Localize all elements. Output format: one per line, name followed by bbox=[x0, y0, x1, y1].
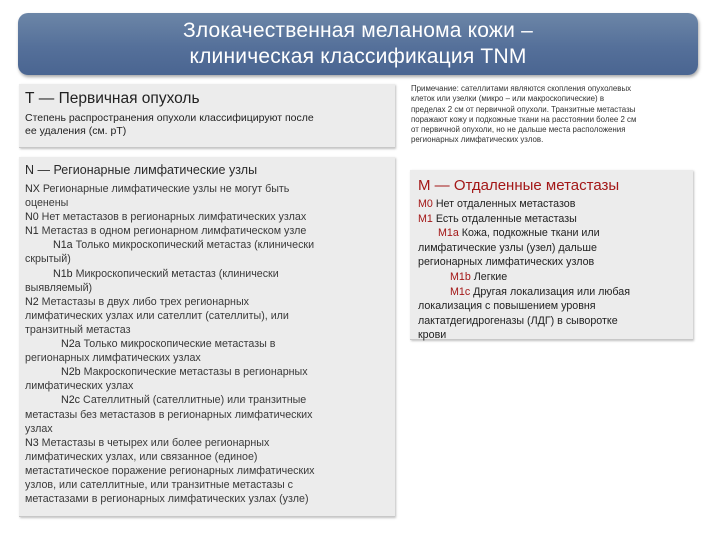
t-section-box bbox=[19, 84, 395, 148]
m-section-heading: М — Отдаленные метастазы bbox=[418, 177, 620, 194]
note-line: пределах 2 см от первичной опухоли. Транзитные метастазы bbox=[411, 104, 636, 114]
n-line: N3 Метастазы в четырех или более регионарных bbox=[25, 436, 270, 449]
n-line: N1b Микроскопический метастаз (клинически bbox=[53, 267, 279, 280]
t-section-text-line-2: ее удаления (см. рТ) bbox=[25, 124, 127, 137]
n-line: метастатическое поражение регионарных лимфатических bbox=[25, 464, 315, 477]
n-section-list bbox=[25, 182, 389, 506]
n-line: метастазы без метастазов в регионарных лимфатических bbox=[25, 408, 313, 421]
note-line: регионарных лимфатических узлов. bbox=[411, 135, 544, 145]
n-line: лимфатических узлах bbox=[25, 380, 134, 393]
n-line: лимфатических узлах или сателлит (сателлиты), или bbox=[25, 309, 289, 322]
n-section-heading: N — Регионарные лимфатические узлы bbox=[25, 163, 258, 177]
n-line: скрытый) bbox=[25, 253, 71, 266]
n-line: N1a Только микроскопический метастаз (клинически bbox=[53, 239, 315, 252]
n-line: N2a Только микроскопические метастазы в bbox=[61, 338, 276, 351]
slide-title-line-2: клиническая классификация TNM bbox=[189, 45, 527, 68]
n-line: N0 Нет метастазов в регионарных лимфатических узлах bbox=[25, 211, 307, 224]
m-line: лимфатические узлы (узел) дальше bbox=[418, 241, 597, 254]
n-line: лимфатических узлах, или связанное (единое) bbox=[25, 450, 258, 463]
note-line: от первичной опухоли, но не дальше места расположения bbox=[411, 125, 626, 135]
m-line: M1 Есть отдаленные метастазы bbox=[418, 212, 577, 225]
m-section-list bbox=[418, 197, 685, 343]
t-section-heading: Т — Первичная опухоль bbox=[25, 90, 200, 107]
n-line: N2b Макроскопические метастазы в регионарных bbox=[61, 366, 308, 379]
n-line: узлов, или сателлитные, или транзитные метастазы с bbox=[25, 478, 293, 491]
m-line: M1a Кожа, подкожные ткани или bbox=[438, 227, 600, 240]
n-line: N2 Метастазы в двух либо трех регионарных bbox=[25, 295, 249, 308]
m-line: лактатдегидрогеназы (ЛДГ) в сыворотке bbox=[418, 314, 618, 327]
n-line: узлах bbox=[25, 422, 53, 435]
n-line: NX Регионарные лимфатические узлы не могут быть bbox=[25, 183, 290, 195]
n-line: выявляемый) bbox=[25, 281, 93, 294]
m-line: локализация с повышением уровня bbox=[418, 300, 596, 313]
n-line: N1 Метастаз в одном регионарном лимфатическом узле bbox=[25, 225, 307, 238]
m-line: M0 Нет отдаленных метастазов bbox=[418, 198, 576, 210]
n-line: N2c Сателлитный (сателлитные) или транзитные bbox=[61, 394, 307, 407]
n-line: оценены bbox=[25, 197, 69, 210]
slide-title-line-1: Злокачественная меланома кожи – bbox=[182, 19, 534, 42]
n-line: транзитный метастаз bbox=[25, 323, 131, 336]
note-line: поражают кожу и подкожные ткани на расстоянии более 2 см bbox=[411, 114, 637, 124]
note-line: клеток или узелки (микро – или макроскопические) в bbox=[411, 94, 605, 104]
m-section-box bbox=[410, 170, 693, 340]
n-line: метастазами в регионарных лимфатических узлах (узле) bbox=[25, 493, 309, 506]
m-line: M1b Легкие bbox=[450, 270, 508, 283]
m-line: крови bbox=[418, 329, 447, 342]
note-line: Примечание: сателлитами являются скопления опухолевых bbox=[411, 84, 632, 93]
t-section-text bbox=[25, 112, 389, 137]
satellite-note bbox=[411, 84, 703, 146]
n-section-box bbox=[19, 157, 395, 517]
t-section-text-line-1: Степень распространения опухоли классифицируют после bbox=[25, 112, 314, 124]
m-line: регионарных лимфатических узлов bbox=[418, 256, 595, 269]
n-line: регионарных лимфатических узлах bbox=[25, 352, 201, 365]
m-line: M1c Другая локализация или любая bbox=[450, 285, 630, 298]
title-banner bbox=[18, 13, 698, 75]
